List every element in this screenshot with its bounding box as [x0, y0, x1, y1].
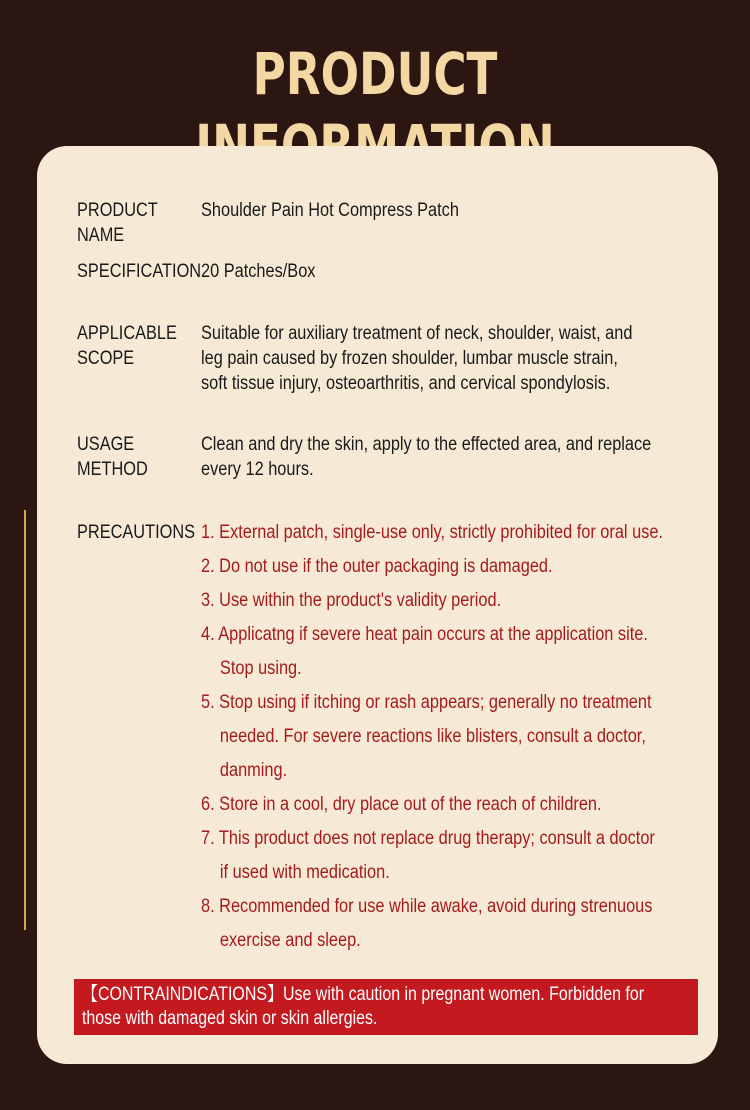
precaution-continuation: needed. For severe reactions like blisters, consult a doctor,	[219, 726, 646, 747]
precautions-label: PRECAUTIONS	[77, 522, 196, 543]
contraindications-line1: 【CONTRAINDICATIONS】Use with caution in pregnant women. Forbidden for	[82, 984, 645, 1005]
contraindications-line2: those with damaged skin or skin allergies.	[82, 1008, 378, 1029]
precaution-line: 7. This product does not replace drug therapy; consult a doctor	[201, 828, 655, 849]
product-name-value: Shoulder Pain Hot Compress Patch	[201, 200, 459, 221]
applicable-scope-line: leg pain caused by frozen shoulder, lumbar muscle strain,	[201, 348, 618, 369]
applicable-scope-label	[77, 321, 184, 371]
precaution-line: 3. Use within the product's validity period.	[201, 590, 502, 611]
precautions-list	[201, 516, 717, 958]
precaution-continuation: if used with medication.	[219, 862, 390, 883]
usage-method-label	[77, 432, 184, 482]
precaution-item	[201, 516, 717, 550]
precaution-line: 8. Recommended for use while awake, avoid during strenuous	[201, 896, 653, 917]
product-name-label	[77, 198, 184, 248]
precaution-item	[201, 686, 717, 788]
precaution-line: 2. Do not use if the outer packaging is damaged.	[201, 556, 553, 577]
precaution-item	[201, 618, 717, 686]
specification-label: SPECIFICATION	[77, 261, 202, 282]
product-name-label-line2: NAME	[77, 225, 125, 246]
applicable-scope-label-line2: SCOPE	[77, 348, 135, 369]
precaution-line: 6. Store in a cool, dry place out of the reach of children.	[201, 794, 602, 815]
usage-method-label-line1: USAGE	[77, 434, 135, 455]
precaution-continuation: Stop using.	[219, 658, 302, 679]
precautions-accent-line	[24, 510, 26, 930]
precaution-line: 5. Stop using if itching or rash appears; generally no treatment	[201, 692, 652, 713]
precaution-line: 1. External patch, single-use only, strictly prohibited for oral use.	[201, 522, 663, 543]
precaution-line: 4. Applicatng if severe heat pain occurs at the application site.	[201, 624, 648, 645]
precaution-continuation: danming.	[219, 760, 288, 781]
precaution-item	[201, 550, 717, 584]
precaution-item	[201, 788, 717, 822]
usage-method-value	[201, 432, 652, 482]
applicable-scope-line: soft tissue injury, osteoarthritis, and cervical spondylosis.	[201, 373, 611, 394]
specification-value: 20 Patches/Box	[201, 261, 316, 282]
page-title: PRODUCT	[252, 40, 498, 108]
precaution-item	[201, 890, 717, 958]
applicable-scope-label-line1: APPLICABLE	[77, 323, 177, 344]
applicable-scope-line: Suitable for auxiliary treatment of neck, shoulder, waist, and	[201, 323, 633, 344]
precaution-item	[201, 584, 717, 618]
usage-method-line: Clean and dry the skin, apply to the effected area, and replace	[201, 434, 652, 455]
precaution-continuation: exercise and sleep.	[219, 930, 361, 951]
precaution-item	[201, 822, 717, 890]
info-card	[37, 146, 718, 1064]
product-name-label-line1: PRODUCT	[77, 200, 158, 221]
contraindications-text	[82, 983, 687, 1031]
contraindications-banner	[74, 979, 698, 1035]
usage-method-line: every 12 hours.	[201, 459, 314, 480]
usage-method-label-line2: METHOD	[77, 459, 148, 480]
applicable-scope-value	[201, 321, 631, 396]
